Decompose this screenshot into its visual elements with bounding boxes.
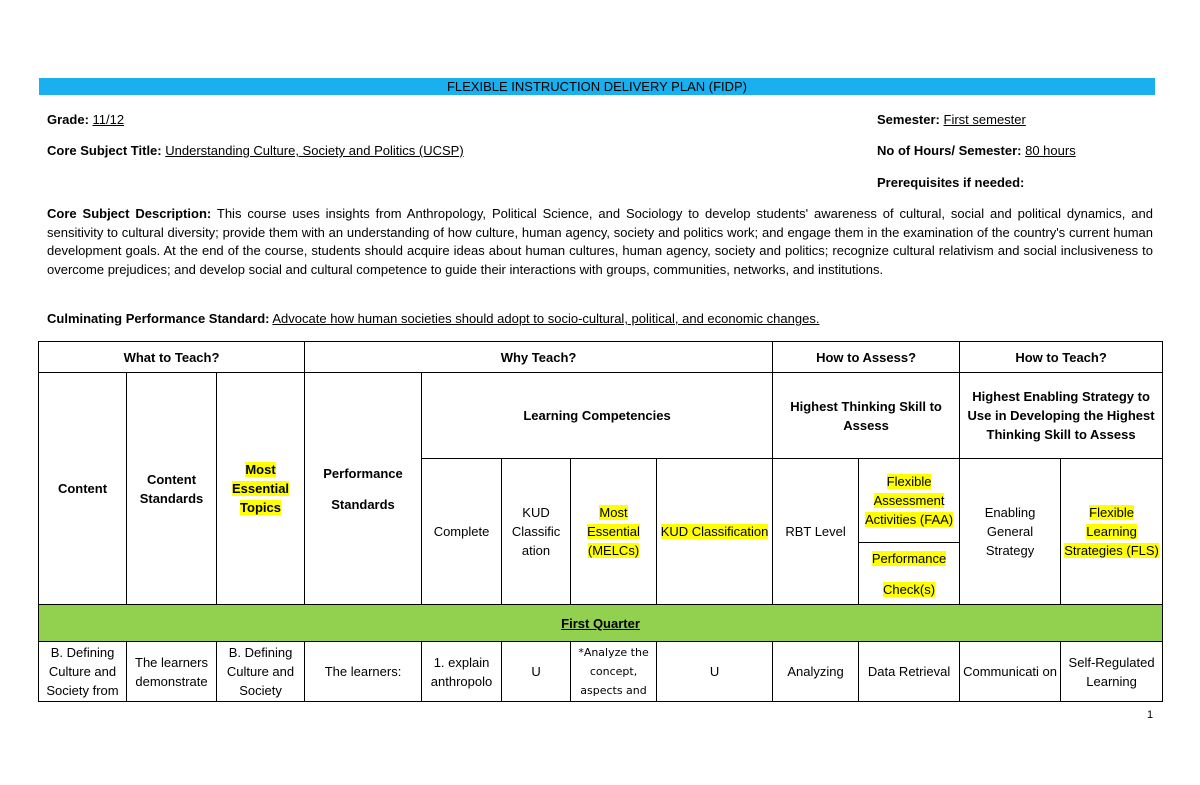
performance-check-line-1: Performance bbox=[871, 550, 947, 566]
fls-text: Flexible Learning Strategies (FLS) bbox=[1064, 505, 1159, 558]
prerequisites-label: Prerequisites if needed: bbox=[877, 175, 1025, 190]
culminating-performance-standard bbox=[47, 311, 819, 327]
header-fls bbox=[1061, 459, 1163, 605]
most-essential-topics-text: Most Essential Topics bbox=[231, 462, 290, 515]
semester-line bbox=[877, 112, 1026, 128]
header-highest-enabling-strategy: Highest Enabling Strategy to Use in Developing the Highest Thinking Skill to Assess bbox=[960, 373, 1163, 459]
cell-melcs: *Analyze the concept, aspects and bbox=[571, 642, 657, 702]
cell-rbt: Analyzing bbox=[773, 642, 859, 702]
header-rbt-level: RBT Level bbox=[773, 459, 859, 605]
header-most-essential-melcs bbox=[571, 459, 657, 605]
grade-line bbox=[47, 112, 124, 128]
faa-text: Flexible Assessment Activities (FAA) bbox=[864, 474, 954, 527]
header-how-to-assess: How to Assess? bbox=[773, 342, 960, 373]
header-performance-standards bbox=[305, 373, 422, 605]
core-subject-title-label: Core Subject Title: bbox=[47, 143, 162, 158]
cell-kud-2: U bbox=[657, 642, 773, 702]
grade-value: 11/12 bbox=[92, 112, 125, 127]
header-how-to-teach: How to Teach? bbox=[960, 342, 1163, 373]
hours-value: 80 hours bbox=[1025, 143, 1076, 158]
cell-enabling: Communicati on bbox=[960, 642, 1061, 702]
cell-fls: Self-Regulated Learning bbox=[1061, 642, 1163, 702]
prerequisites-line bbox=[877, 175, 1024, 191]
quarter-label: First Quarter bbox=[561, 615, 640, 631]
cell-complete: 1. explain anthropolo bbox=[422, 642, 502, 702]
header-learning-competencies: Learning Competencies bbox=[422, 373, 773, 459]
core-subject-title-line bbox=[47, 143, 464, 159]
header-kud-classification-2 bbox=[657, 459, 773, 605]
cell-kud-1: U bbox=[502, 642, 571, 702]
grade-label: Grade: bbox=[47, 112, 89, 127]
header-content-standards: Content Standards bbox=[127, 373, 217, 605]
melcs-text: Most Essential (MELCs) bbox=[587, 505, 640, 558]
header-what-to-teach: What to Teach? bbox=[39, 342, 305, 373]
core-subject-title-value: Understanding Culture, Society and Politics (UCSP) bbox=[165, 143, 464, 158]
header-enabling-general-strategy: Enabling General Strategy bbox=[960, 459, 1061, 605]
header-faa bbox=[859, 459, 960, 543]
hours-line bbox=[877, 143, 1076, 159]
header-content: Content bbox=[39, 373, 127, 605]
performance-check-line-2: Check(s) bbox=[883, 581, 936, 597]
performance-word: Performance bbox=[323, 465, 403, 481]
header-performance-checks bbox=[859, 543, 960, 605]
description-text: This course uses insights from Anthropology, Political Science, and Sociology to develop students' awareness of cultural, social and political dynamics, and sensitivity to cultural diversity; provide them with an understanding of how culture, human agency, society and politics work; and engage them in the examination of the country's current human development goals. At the end of the course, students should acquire ideas about human cultures, human agency, society and politics; recognize cultural relativism and social inclusiveness to overcome prejudices; and develop social and cultural competence to guide their interactions with groups, communities, networks, and institutions. bbox=[47, 206, 1153, 277]
fidp-table bbox=[38, 341, 1163, 702]
core-subject-description bbox=[47, 205, 1153, 279]
hours-label: No of Hours/ Semester: bbox=[877, 143, 1022, 158]
header-complete: Complete bbox=[422, 459, 502, 605]
semester-label: Semester: bbox=[877, 112, 940, 127]
document-title: FLEXIBLE INSTRUCTION DELIVERY PLAN (FIDP) bbox=[39, 78, 1155, 95]
cell-content-standards: The learners demonstrate bbox=[127, 642, 217, 702]
quarter-row bbox=[39, 605, 1163, 642]
header-why-teach: Why Teach? bbox=[305, 342, 773, 373]
header-most-essential-topics bbox=[217, 373, 305, 605]
semester-value: First semester bbox=[943, 112, 1026, 127]
cell-topics: B. Defining Culture and Society bbox=[217, 642, 305, 702]
page-number: 1 bbox=[1147, 709, 1154, 721]
culminating-value: Advocate how human societies should adopt to socio-cultural, political, and economic changes. bbox=[272, 311, 820, 326]
header-highest-thinking-skill: Highest Thinking Skill to Assess bbox=[773, 373, 960, 459]
cell-content: B. Defining Culture and Society from bbox=[39, 642, 127, 702]
description-label: Core Subject Description: bbox=[47, 206, 212, 221]
cell-faa: Data Retrieval bbox=[859, 642, 960, 702]
culminating-label: Culminating Performance Standard: bbox=[47, 311, 270, 326]
cell-performance-standards: The learners: bbox=[305, 642, 422, 702]
standards-word: Standards bbox=[331, 496, 395, 512]
header-kud-classification-1: KUD Classific ation bbox=[502, 459, 571, 605]
kud-classification-2-text: KUD Classification bbox=[660, 524, 769, 539]
